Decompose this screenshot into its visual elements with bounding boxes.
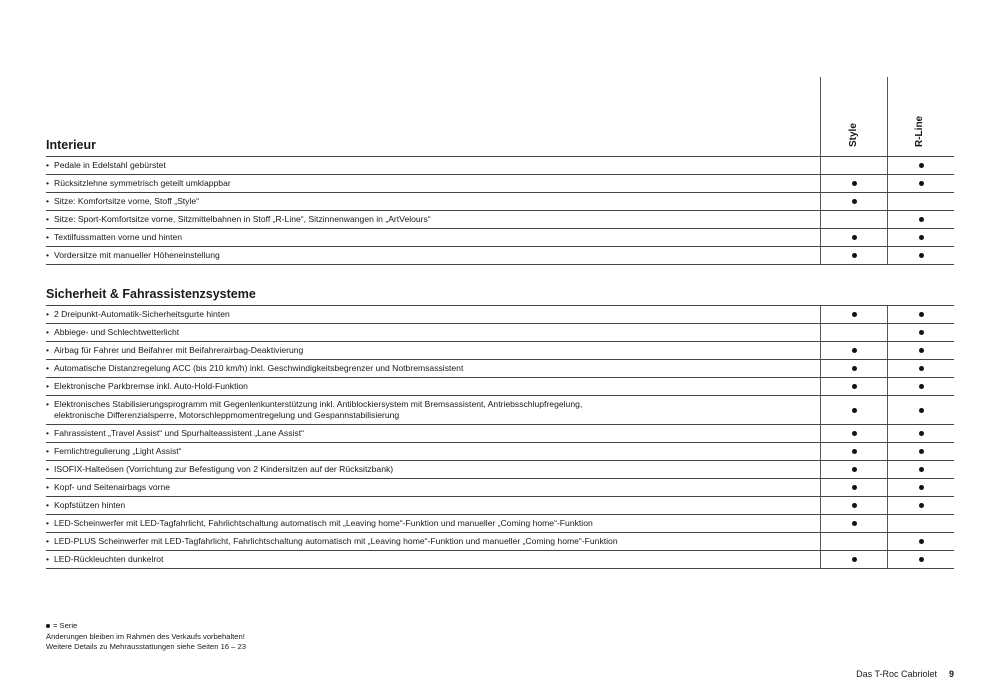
- availability-style: [820, 497, 887, 514]
- availability-style: [820, 425, 887, 442]
- footnote-details: Weitere Details zu Mehrausstattungen siehe Seiten 16 – 23: [46, 642, 246, 651]
- availability-rline: [887, 324, 954, 341]
- standard-dot-icon: [919, 431, 924, 436]
- standard-dot-icon: [852, 431, 857, 436]
- legend-text: = Serie: [53, 621, 78, 630]
- availability-rline: [887, 551, 954, 568]
- section-title-interieur: Interieur: [46, 138, 97, 152]
- table-row: [46, 497, 954, 515]
- feature-line: • LED-Scheinwerfer mit LED-Tagfahrlicht, Fahrlichtschaltung automatisch mit „Leaving home“-Funktion und manueller „Coming home“-Funktion: [54, 518, 593, 528]
- feature-text: [46, 443, 820, 460]
- feature-text: [46, 193, 820, 210]
- feature-text: [46, 324, 820, 341]
- table-row: [46, 461, 954, 479]
- standard-dot-icon: [852, 521, 857, 526]
- feature-line: • LED-PLUS Scheinwerfer mit LED-Tagfahrlicht, Fahrlichtschaltung automatisch mit „Leaving home“-Funktion und manueller „Coming home“-Funktion: [54, 536, 618, 546]
- standard-dot-icon: [919, 330, 924, 335]
- availability-rline: [887, 396, 954, 424]
- standard-dot-icon: [852, 199, 857, 204]
- feature-text: [46, 461, 820, 478]
- availability-style: [820, 306, 887, 323]
- availability-rline: [887, 515, 954, 532]
- table-row: [46, 360, 954, 378]
- standard-dot-icon: [919, 485, 924, 490]
- standard-dot-icon: [852, 467, 857, 472]
- feature-text: [46, 515, 820, 532]
- column-header-rline: R-Line: [914, 115, 925, 147]
- feature-line: • Fernlichtregulierung „Light Assist“: [54, 446, 182, 456]
- availability-style: [820, 533, 887, 550]
- feature-line: • Pedale in Edelstahl gebürstet: [54, 160, 166, 170]
- availability-style: [820, 360, 887, 377]
- footnotes: [46, 621, 246, 653]
- standard-dot-icon: [919, 253, 924, 258]
- standard-dot-icon: [852, 253, 857, 258]
- feature-line: • Fahrassistent „Travel Assist“ und Spurhalteassistent „Lane Assist“: [54, 428, 304, 438]
- standard-dot-icon: [852, 181, 857, 186]
- feature-line: • Sitze: Sport-Komfortsitze vorne, Sitzmittelbahnen in Stoff „R-Line“, Sitzinnenwangen in „ArtVelours“: [54, 214, 431, 224]
- availability-rline: [887, 211, 954, 228]
- standard-dot-icon: [852, 557, 857, 562]
- standard-dot-icon: [919, 503, 924, 508]
- page-footer: [856, 669, 954, 679]
- table-row: [46, 211, 954, 229]
- availability-style: [820, 378, 887, 395]
- feature-text: [46, 175, 820, 192]
- availability-style: [820, 342, 887, 359]
- standard-dot-icon: [852, 449, 857, 454]
- table-row: [46, 443, 954, 461]
- availability-rline: [887, 533, 954, 550]
- page-number: 9: [948, 669, 954, 679]
- feature-line: • 2 Dreipunkt-Automatik-Sicherheitsgurte hinten: [54, 309, 230, 319]
- availability-style: [820, 193, 887, 210]
- standard-dot-icon: [852, 348, 857, 353]
- table-row: [46, 396, 954, 425]
- availability-style: [820, 479, 887, 496]
- feature-text: [46, 396, 820, 424]
- standard-dot-icon: [919, 348, 924, 353]
- standard-dot-icon: [919, 408, 924, 413]
- footer-title: Das T-Roc Cabriolet: [856, 669, 937, 679]
- availability-style: [820, 247, 887, 264]
- feature-line: • Airbag für Fahrer und Beifahrer mit Beifahrerairbag-Deaktivierung: [54, 345, 304, 355]
- feature-text: [46, 211, 820, 228]
- standard-dot-icon: [919, 235, 924, 240]
- availability-rline: [887, 378, 954, 395]
- availability-rline: [887, 497, 954, 514]
- feature-line: • Kopf- und Seitenairbags vorne: [54, 482, 171, 492]
- standard-dot-icon: [919, 449, 924, 454]
- feature-text: [46, 425, 820, 442]
- feature-text: [46, 551, 820, 568]
- feature-line: • Kopfstützen hinten: [54, 500, 126, 510]
- table-row: [46, 324, 954, 342]
- table-row: [46, 342, 954, 360]
- feature-line: • Abbiege- und Schlechtwetterlicht: [54, 327, 180, 337]
- feature-text: [46, 342, 820, 359]
- availability-rline: [887, 479, 954, 496]
- feature-line: • Rücksitzlehne symmetrisch geteilt umklappbar: [54, 178, 231, 188]
- table-sicherheit: [46, 305, 954, 569]
- table-interieur: [46, 156, 954, 265]
- standard-dot-icon: [852, 312, 857, 317]
- standard-dot-icon: [919, 384, 924, 389]
- column-separator-rline: [887, 77, 888, 156]
- availability-rline: [887, 443, 954, 460]
- feature-text: [46, 378, 820, 395]
- table-row: [46, 425, 954, 443]
- standard-dot-icon: [919, 163, 924, 168]
- availability-style: [820, 396, 887, 424]
- standard-dot-icon: [852, 235, 857, 240]
- availability-style: [820, 157, 887, 174]
- feature-text: [46, 479, 820, 496]
- standard-dot-icon: [852, 408, 857, 413]
- table-row: [46, 515, 954, 533]
- availability-style: [820, 461, 887, 478]
- availability-rline: [887, 461, 954, 478]
- feature-text: [46, 360, 820, 377]
- column-header-style: Style: [848, 123, 859, 147]
- feature-text: [46, 533, 820, 550]
- feature-line: • Elektronische Parkbremse inkl. Auto-Hold-Funktion: [54, 381, 248, 391]
- availability-style: [820, 324, 887, 341]
- table-row: [46, 551, 954, 569]
- table-row: [46, 229, 954, 247]
- availability-rline: [887, 193, 954, 210]
- standard-dot-icon: [852, 366, 857, 371]
- availability-style: [820, 211, 887, 228]
- availability-rline: [887, 342, 954, 359]
- standard-dot-icon: [919, 181, 924, 186]
- table-row: [46, 479, 954, 497]
- availability-rline: [887, 157, 954, 174]
- standard-dot-icon: [919, 312, 924, 317]
- feature-line: • Textilfussmatten vorne und hinten: [54, 232, 183, 242]
- standard-dot-icon: [919, 539, 924, 544]
- standard-dot-icon: [919, 557, 924, 562]
- feature-text: [46, 229, 820, 246]
- footnote-legend: [46, 621, 246, 632]
- feature-text: [46, 157, 820, 174]
- availability-rline: [887, 247, 954, 264]
- availability-style: [820, 443, 887, 460]
- availability-style: [820, 175, 887, 192]
- standard-dot-icon: [852, 503, 857, 508]
- feature-line: • Vordersitze mit manueller Höheneinstellung: [54, 250, 220, 260]
- availability-rline: [887, 175, 954, 192]
- availability-rline: [887, 425, 954, 442]
- availability-style: [820, 515, 887, 532]
- standard-dot-icon: [852, 384, 857, 389]
- feature-line: • ISOFIX-Halteösen (Vorrichtung zur Befestigung von 2 Kindersitzen auf der Rücksitzbank): [54, 464, 394, 474]
- column-separator-style: [820, 77, 821, 156]
- availability-style: [820, 551, 887, 568]
- legend-dot-icon: [46, 624, 50, 628]
- standard-dot-icon: [919, 366, 924, 371]
- standard-dot-icon: [919, 217, 924, 222]
- feature-text: [46, 306, 820, 323]
- feature-line: elektronische Differenzialsperre, Motorschleppmomentregelung und Gespannstabilisierung: [54, 410, 400, 420]
- availability-style: [820, 229, 887, 246]
- table-row: [46, 378, 954, 396]
- feature-text: [46, 497, 820, 514]
- table-row: [46, 533, 954, 551]
- availability-rline: [887, 229, 954, 246]
- availability-rline: [887, 306, 954, 323]
- standard-dot-icon: [919, 467, 924, 472]
- table-row: [46, 193, 954, 211]
- feature-line: • Automatische Distanzregelung ACC (bis 210 km/h) inkl. Geschwindigkeitsbegrenzer und Notbremsassistent: [54, 363, 464, 373]
- feature-line: • Elektronisches Stabilisierungsprogramm mit Gegenlenkunterstützung inkl. Antiblockiersystem mit Bremsassistent, Antriebsschlupfregelung,: [54, 399, 583, 409]
- table-row: [46, 175, 954, 193]
- feature-text: [46, 247, 820, 264]
- table-row: [46, 306, 954, 324]
- table-row: [46, 157, 954, 175]
- section-title-sicherheit: Sicherheit & Fahrassistenzsysteme: [46, 287, 256, 301]
- availability-rline: [887, 360, 954, 377]
- feature-line: • Sitze: Komfortsitze vorne, Stoff „Style“: [54, 196, 200, 206]
- table-row: [46, 247, 954, 265]
- feature-line: • LED-Rückleuchten dunkelrot: [54, 554, 164, 564]
- footnote-disclaimer: Änderungen bleiben im Rahmen des Verkaufs vorbehalten!: [46, 631, 245, 641]
- standard-dot-icon: [852, 485, 857, 490]
